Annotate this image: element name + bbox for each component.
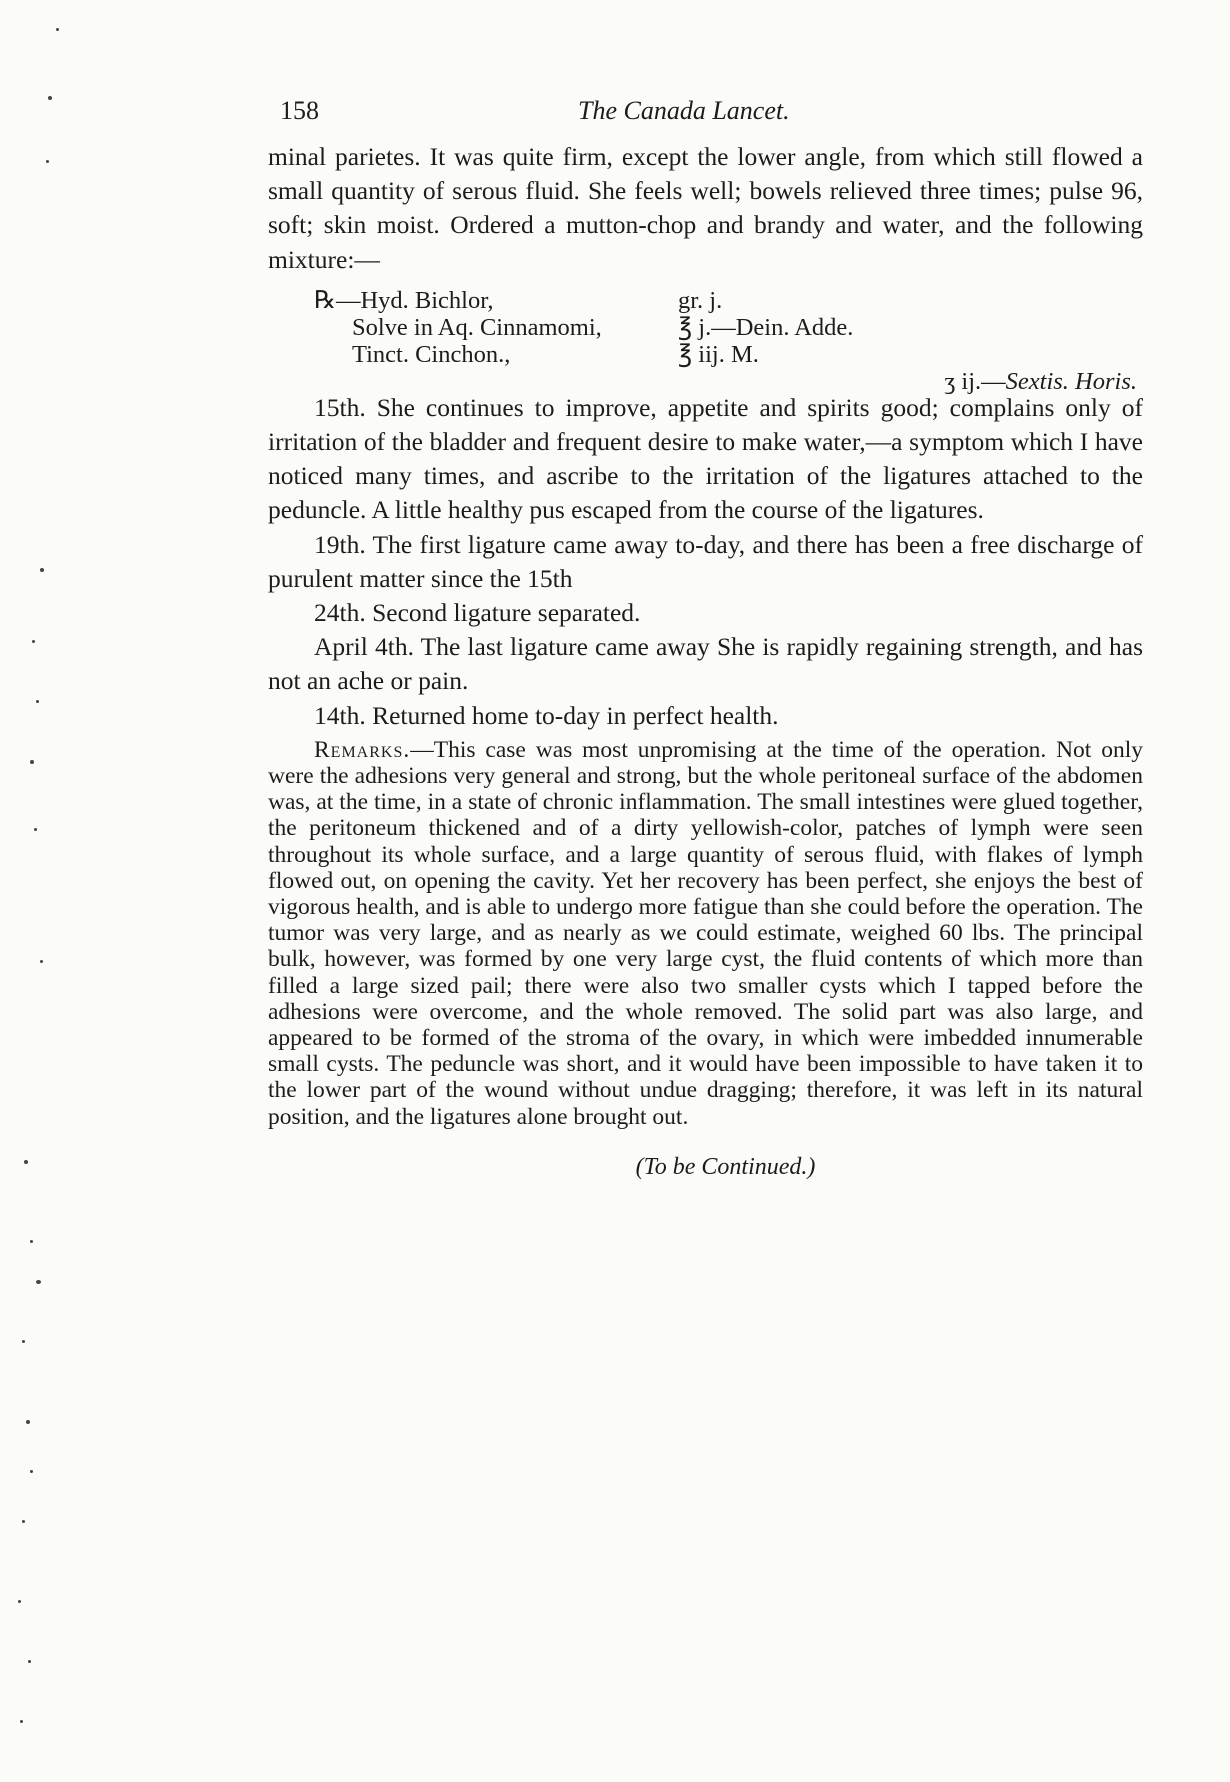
rx-line-3-dose: ℥ iij. M. xyxy=(678,340,759,368)
entry-15th: 15th. She continues to improve, appetite and spirits good; complains only of irritation of the bladder and frequent desire to make water,—a symptom which I have noticed many times, and ascribe to the irritation of the ligatures attached to the peduncle. A little healthy pus escaped from the course of the ligatures. xyxy=(268,392,1143,525)
journal-title: The Canada Lancet. xyxy=(578,96,790,125)
rx-sig-dose: ʒ ij.— xyxy=(944,367,1006,395)
page-number: 158 xyxy=(280,96,319,125)
rx-sig-instruction: Sextis. Horis. xyxy=(1005,367,1137,395)
entry-april-4th: April 4th. The last ligature came away She is rapidly regaining strength, and has not an ache or pain. xyxy=(268,632,1143,696)
remarks-heading: Remarks. xyxy=(314,736,411,763)
remarks-text: —This case was most unpromising at the time of the operation. Not only were the adhesions very general and strong, but the whole peritoneal surface of the abdomen was, at the time, in a state of chronic inflammation. The small intestines were glued together, the peritoneum thickened and of a dirty yellowish-color, patches of lymph were seen throughout its whole surface, and a large quantity of serous fluid, with flakes of lymph flowed out, on opening the cavity. Yet her recovery has been perfect, she enjoys the best of vigorous health, and is able to undergo more fatigue than she could before the operation. The tumor was very large, and as nearly as we could estimate, weighed 60 lbs. The principal bulk, however, was formed by one very large cyst, the fluid contents of which more than filled a large sized pail; there were also two smaller cysts which I tapped before the adhesions were overcome, and the whole removed. The solid part was also large, and appeared to be formed of the stroma of the ovary, in which were imbedded innumerable small cysts. The peduncle was short, and it would have been impossible to have taken it to the lower part of the wound without undue dragging; therefore, it was left in its natural position, and the ligatures alone brought out. xyxy=(268,736,1143,1130)
entry-14th: 14th. Returned home to-day in perfect health. xyxy=(314,700,779,730)
entry-19th: 19th. The first ligature came away to-day, and there has been a free discharge of purulent matter since the 15th xyxy=(268,529,1143,593)
journal-page xyxy=(268,86,1143,1181)
rx-line-3-drug: Tinct. Cinchon., xyxy=(352,340,511,368)
paragraph-continuation: minal parietes. It was quite firm, except the lower angle, from which still flowed a small quantity of serous fluid. She feels well; bowels relieved three times; pulse 96, soft; skin moist. Ordered a mutton-chop and brandy and water, and the following mixture:— xyxy=(268,142,1143,274)
running-head xyxy=(268,86,1143,130)
rx-line-2-dose: ℥ j.—Dein. Adde. xyxy=(678,313,854,341)
rx-line-2-drug: Solve in Aq. Cinnamomi, xyxy=(352,313,602,341)
entry-24th: 24th. Second ligature separated. xyxy=(314,598,641,628)
prescription xyxy=(268,286,1143,395)
rx-signature xyxy=(944,368,1137,395)
to-be-continued: (To be Continued.) xyxy=(635,1153,816,1180)
rx-line-1-dose: gr. j. xyxy=(678,286,723,314)
rx-line-1-drug: ℞—Hyd. Bichlor, xyxy=(314,286,494,314)
remarks-paragraph xyxy=(268,737,1143,1130)
